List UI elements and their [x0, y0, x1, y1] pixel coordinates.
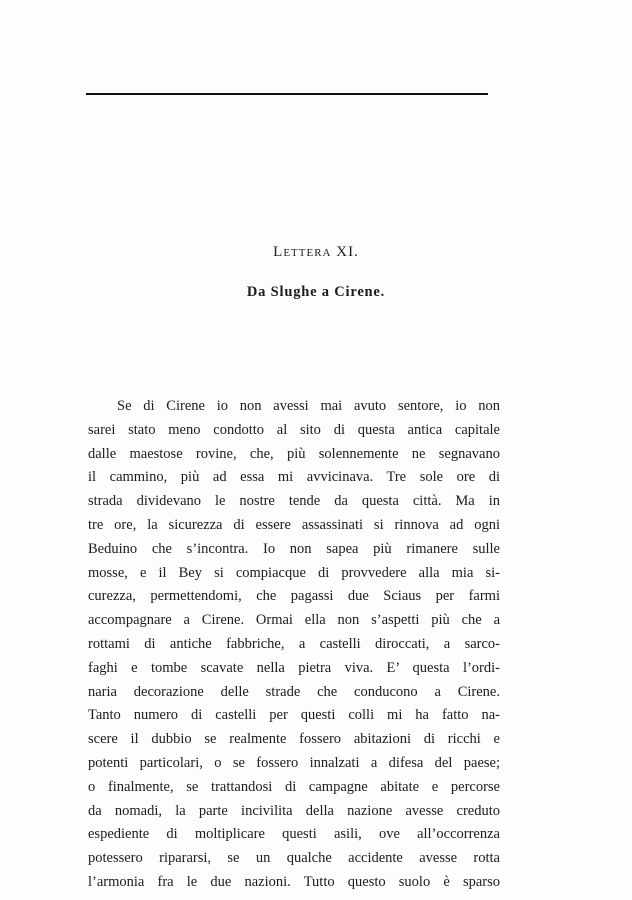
header-rule [86, 93, 488, 95]
text-line: faghi e tombe scavate nella pietra viva. E’ questa l’ordi- [88, 659, 500, 676]
text-line: o finalmente, se trattandosi di campagne abitate e percorse [88, 778, 500, 795]
letter-heading: Lettera XI. [273, 244, 359, 260]
text-line: tre ore, la sicurezza di essere assassinati si rinnova ad ogni [88, 516, 500, 533]
text-line: espediente di moltiplicare questi asili, ove all’occorrenza [88, 826, 500, 843]
text-line: potenti particolari, o se fossero innalzati a difesa del paese; [88, 754, 500, 771]
body-text [88, 395, 500, 895]
chapter-title: Da Slughe a Cirene. [246, 284, 386, 300]
text-line: curezza, permettendomi, che pagassi due Sciaus per farmi [88, 588, 500, 605]
text-line: Se di Cirene io non avessi mai avuto sentore, io non [117, 398, 500, 414]
text-line: da nomadi, la parte incivilita della nazione avesse creduto [88, 802, 500, 819]
text-line: rottami di antiche fabbriche, a castelli diroccati, a sarco- [88, 635, 500, 652]
text-line: naria decorazione delle strade che conducono a Cirene. [88, 683, 500, 700]
text-line: dalle maestose rovine, che, più solennemente ne segnavano [88, 445, 500, 462]
text-line: l’armonia fra le due nazioni. Tutto questo suolo è sparso [88, 873, 500, 890]
text-line: Beduino che s’incontra. Io non sapea più rimanere sulle [88, 540, 500, 557]
text-line: potessero ripararsi, se un qualche accidente avesse rotta [88, 850, 500, 867]
text-line: sarei stato meno condotto al sito di questa antica capitale [88, 421, 500, 438]
text-line: strada dividevano le nostre tende da questa città. Ma in [88, 493, 500, 510]
text-line: Tanto numero di castelli per questi colli mi ha fatto na- [88, 707, 500, 724]
text-line: accompagnare a Cirene. Ormai ella non s’aspetti più che a [88, 612, 500, 629]
text-line: mosse, e il Bey si compiacque di provvedere alla mia si- [88, 564, 500, 581]
text-line: scere il dubbio se realmente fossero abitazioni di ricchi e [88, 731, 500, 748]
text-line: il cammino, più ad essa mi avvicinava. Tre sole ore di [88, 469, 500, 486]
